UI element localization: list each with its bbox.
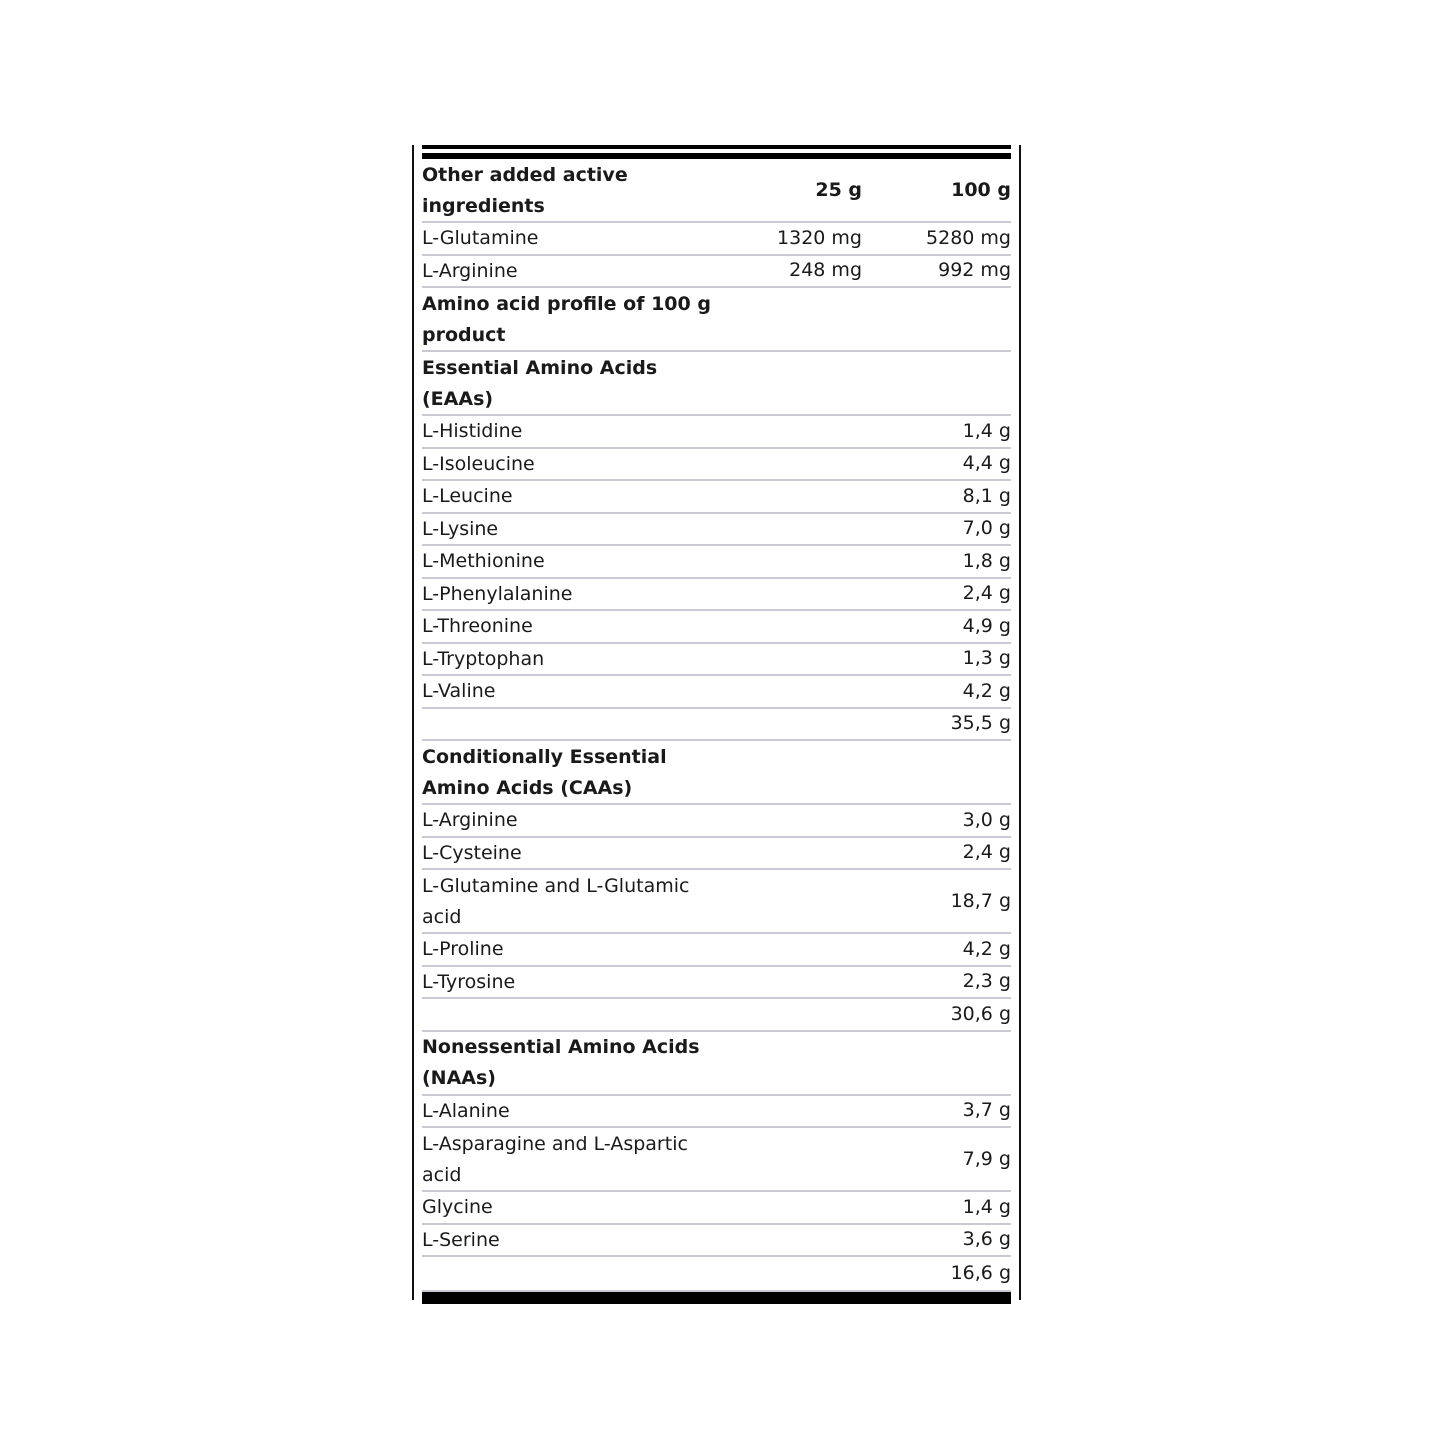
table-row: L-Proline 4,2 g [422, 934, 1011, 967]
header-col-25g: 25 g [815, 178, 862, 201]
naa-total-row: 16,6 g [950, 1261, 1011, 1284]
table-row: L-Lysine 7,0 g [422, 514, 1011, 547]
table-header-row [422, 159, 1011, 223]
table-row: L-Phenylalanine 2,4 g [422, 579, 1011, 612]
table-row: L-Isoleucine 4,4 g [422, 449, 1011, 482]
table-row: Glycine 1,4 g [422, 1192, 1011, 1225]
table-row: L-Valine 4,2 g [422, 676, 1011, 709]
section-heading-profile: Amino acid profile of 100 g product [422, 288, 1011, 352]
table-row: L-Asparagine and L-Aspartic acid 7,9 g [422, 1128, 1011, 1192]
table-row: L-Tyrosine 2,3 g [422, 967, 1011, 1000]
section-heading-eaa: Essential Amino Acids (EAAs) [422, 352, 1011, 416]
top-rule [422, 145, 1011, 159]
table-row: L-Cysteine 2,4 g [422, 838, 1011, 871]
table-row: L-Alanine 3,7 g [422, 1096, 1011, 1129]
table-row: L-Leucine 8,1 g [422, 481, 1011, 514]
table-row: L-Threonine 4,9 g [422, 611, 1011, 644]
section-heading-naa: Nonessential Amino Acids (NAAs) [422, 1032, 1011, 1096]
header-col-100g: 100 g [951, 178, 1011, 201]
header-title: Other added active ingredients [422, 163, 628, 217]
nutrition-table [422, 145, 1011, 1304]
table-row: L-Tryptophan 1,3 g [422, 644, 1011, 677]
eaa-total-row: 35,5 g [422, 709, 1011, 742]
table-row: L-Methionine 1,8 g [422, 546, 1011, 579]
table-row: L-Arginine 248 mg 992 mg [422, 256, 1011, 289]
caa-total-row: 30,6 g [422, 999, 1011, 1032]
table-row: L-Serine 3,6 g [422, 1225, 1011, 1258]
table-row: L-Histidine 1,4 g [422, 416, 1011, 449]
table-row: L-Arginine 3,0 g [422, 805, 1011, 838]
table-row: L-Glutamine 1320 mg 5280 mg [422, 223, 1011, 256]
table-row: L-Glutamine and L-Glutamic acid 18,7 g [422, 870, 1011, 934]
section-heading-caa: Conditionally Essential Amino Acids (CAAs) [422, 741, 1011, 805]
bottom-rule [422, 1290, 1011, 1304]
